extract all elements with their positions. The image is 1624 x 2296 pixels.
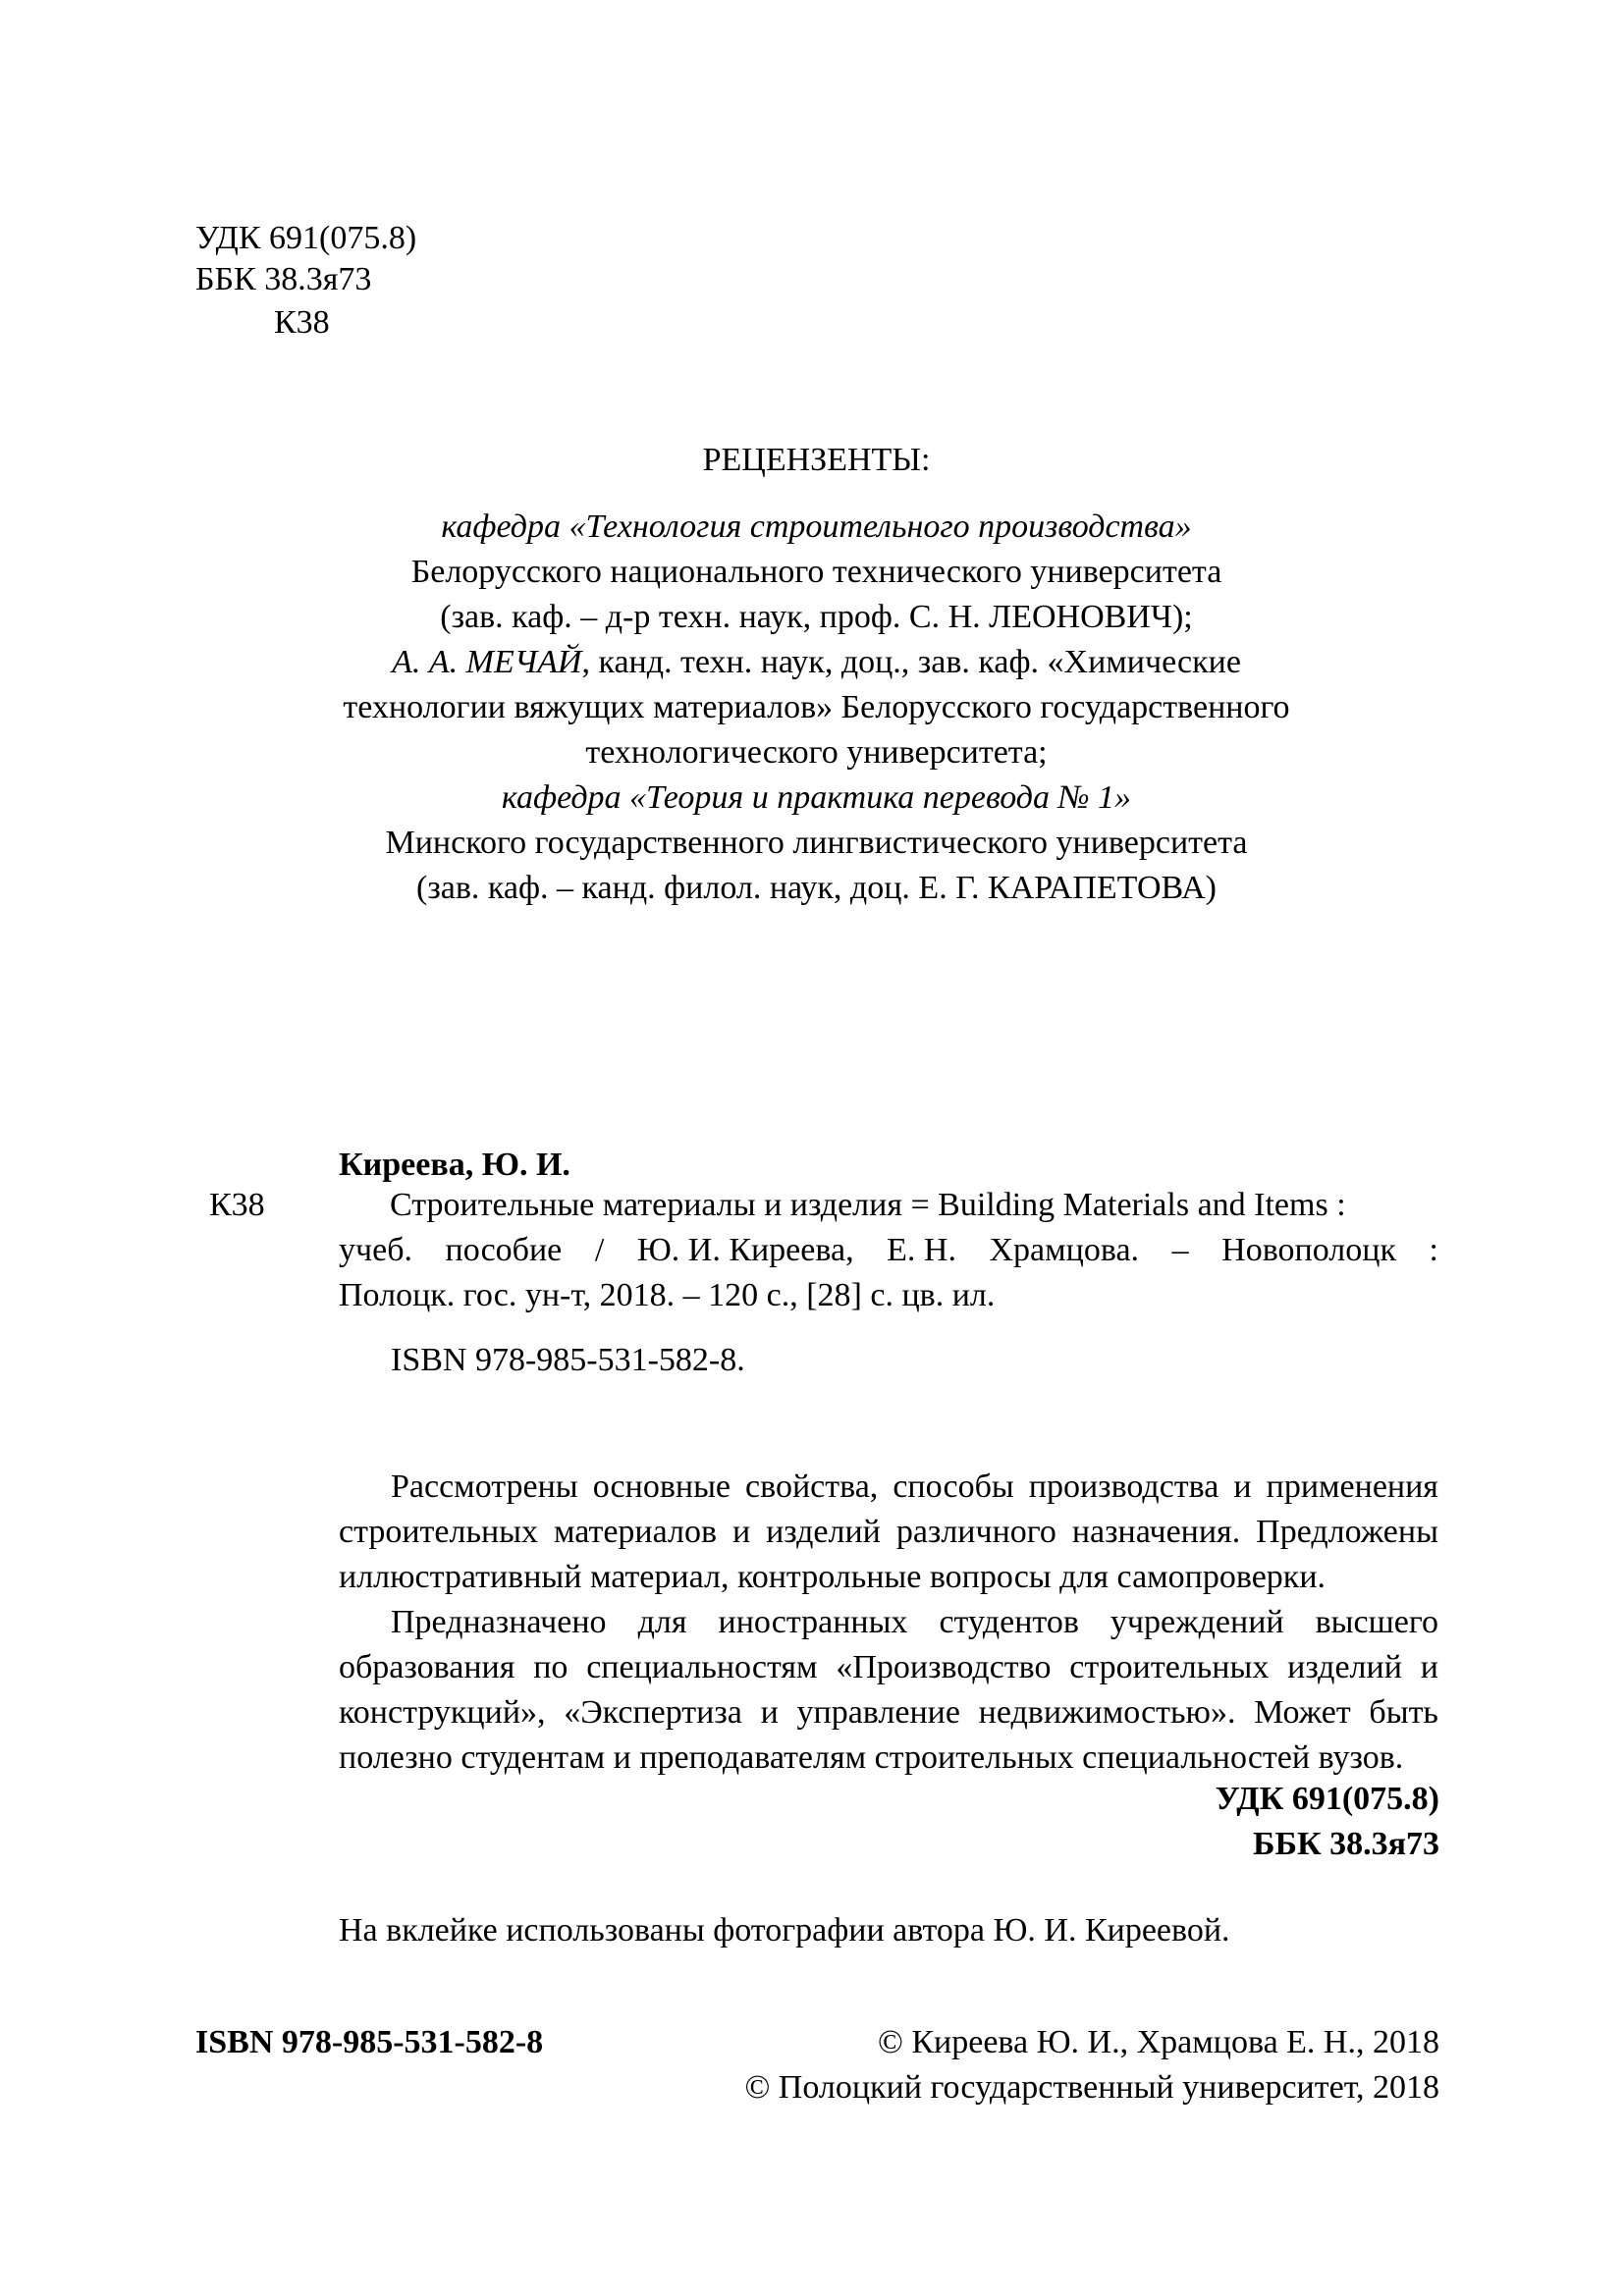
word: строительных [1069, 1649, 1270, 1685]
bottom-codes [1216, 1777, 1439, 1867]
annotation-line: иллюстративный материал, контрольные вопросы для самопроверки. [339, 1559, 1326, 1595]
word: Предназначено [391, 1604, 607, 1640]
word: назначения. [1071, 1514, 1241, 1550]
word: образования [339, 1649, 515, 1685]
copyright-university: © Полоцкий государственный университет, 2018 [744, 2069, 1439, 2106]
word: и [760, 1694, 779, 1731]
catalog-sign: К38 [209, 1187, 265, 1223]
reviewer-person-title: , канд. техн. наук, доц., зав. каф. «Химические [581, 644, 1241, 680]
reviewers-heading: РЕЦЕНЗЕНТЫ: [702, 442, 931, 478]
reviewer-dept-2: кафедра «Теория и практика перевода № 1» [501, 779, 1132, 816]
word: способы [893, 1468, 1014, 1505]
annotation-line [339, 1510, 1438, 1555]
bbk-code: ББК 38.3я73 [195, 261, 372, 297]
word: / [594, 1232, 605, 1268]
word: для [637, 1604, 687, 1640]
word: различного [895, 1514, 1056, 1550]
word: иностранных [718, 1604, 908, 1640]
word: недвижимостью». [978, 1694, 1236, 1731]
word: и [1233, 1468, 1252, 1505]
copyright-block [744, 2020, 1439, 2110]
catalog-responsibility-line [339, 1228, 1438, 1273]
word: и [1420, 1649, 1438, 1685]
reviewer-university-2: Минского государственного лингвистического университета [385, 825, 1248, 861]
word: : [1429, 1232, 1438, 1268]
word: изделий [1287, 1649, 1402, 1685]
annotation-line [339, 1465, 1438, 1510]
word: Ю. И. Киреева, [636, 1232, 854, 1268]
reviewers-block [195, 438, 1437, 911]
catalog-description [339, 1183, 1438, 1318]
word: Храмцова. [989, 1232, 1140, 1268]
catalog-publication-line: Полоцк. гос. ун-т, 2018. – 120 с., [28] с. цв. ил. [339, 1277, 996, 1313]
copyright-authors: © Киреева Ю. И., Храмцова Е. Н., 2018 [878, 2024, 1439, 2060]
annotation-line [339, 1690, 1438, 1735]
word: по [533, 1649, 568, 1685]
catalog-author: Киреева, Ю. И. [339, 1147, 570, 1183]
udk-code: УДК 691(075.8) [195, 220, 417, 256]
reviewer-person-line [195, 640, 1437, 685]
word: производства [1028, 1468, 1219, 1505]
annotation-line: полезно студентам и преподавателям строительных специальностей вузов. [339, 1739, 1404, 1776]
catalog-title-line: Строительные материалы и изделия = Building Materials and Items : [390, 1187, 1346, 1223]
catalog-isbn: ISBN 978-985-531-582-8. [391, 1342, 745, 1378]
bottom-udk-code: УДК 691(075.8) [1215, 1781, 1439, 1817]
word: управление [796, 1694, 960, 1731]
annotation-line [339, 1600, 1438, 1645]
word: применения [1266, 1468, 1438, 1505]
reviewer-head-2: (зав. каф. – канд. филол. наук, доц. Е. Г. КАРАПЕТОВА) [416, 870, 1217, 906]
word: «Экспертиза [564, 1694, 742, 1731]
word: Е. Н. [887, 1232, 956, 1268]
word: конструкций», [339, 1694, 546, 1731]
word: и [731, 1514, 751, 1550]
word: свойства, [745, 1468, 879, 1505]
word: строительных [339, 1514, 539, 1550]
word: Рассмотрены [391, 1468, 578, 1505]
word: Предложены [1256, 1514, 1438, 1550]
word: изделий [766, 1514, 881, 1550]
word: быть [1369, 1694, 1438, 1731]
word: высшего [1315, 1604, 1438, 1640]
reviewer-person-university: технологического университета; [585, 734, 1048, 771]
reviewer-university-1: Белорусского национального технического университета [410, 554, 1222, 590]
reviewer-head-1: (зав. каф. – д-р техн. наук, проф. С. Н. ЛЕОНОВИЧ); [440, 599, 1193, 635]
word: специальностям [586, 1649, 818, 1685]
word: – [1171, 1232, 1189, 1268]
word: Новополоцк [1221, 1232, 1396, 1268]
word: «Производство [836, 1649, 1052, 1685]
reviewer-person-dept: технологии вяжущих материалов» Белорусского государственного [343, 689, 1290, 725]
annotation [339, 1465, 1438, 1781]
footer-isbn: ISBN 978-985-531-582-8 [195, 2024, 544, 2060]
word: пособие [445, 1232, 563, 1268]
reviewer-dept-1: кафедра «Технология строительного производства» [441, 508, 1192, 545]
author-sign: К38 [274, 304, 330, 341]
reviewer-person-name: А. А. МЕЧАЙ [392, 644, 582, 680]
word: основные [592, 1468, 731, 1505]
insert-note: На вклейке использованы фотографии автора Ю. И. Киреевой. [339, 1912, 1230, 1949]
word: Может [1254, 1694, 1351, 1731]
word: учреждений [1110, 1604, 1284, 1640]
word: студентов [939, 1604, 1079, 1640]
annotation-line [339, 1645, 1438, 1690]
bottom-bbk-code: ББК 38.3я73 [1252, 1826, 1439, 1862]
word: материалов [553, 1514, 718, 1550]
word: учеб. [339, 1232, 412, 1268]
